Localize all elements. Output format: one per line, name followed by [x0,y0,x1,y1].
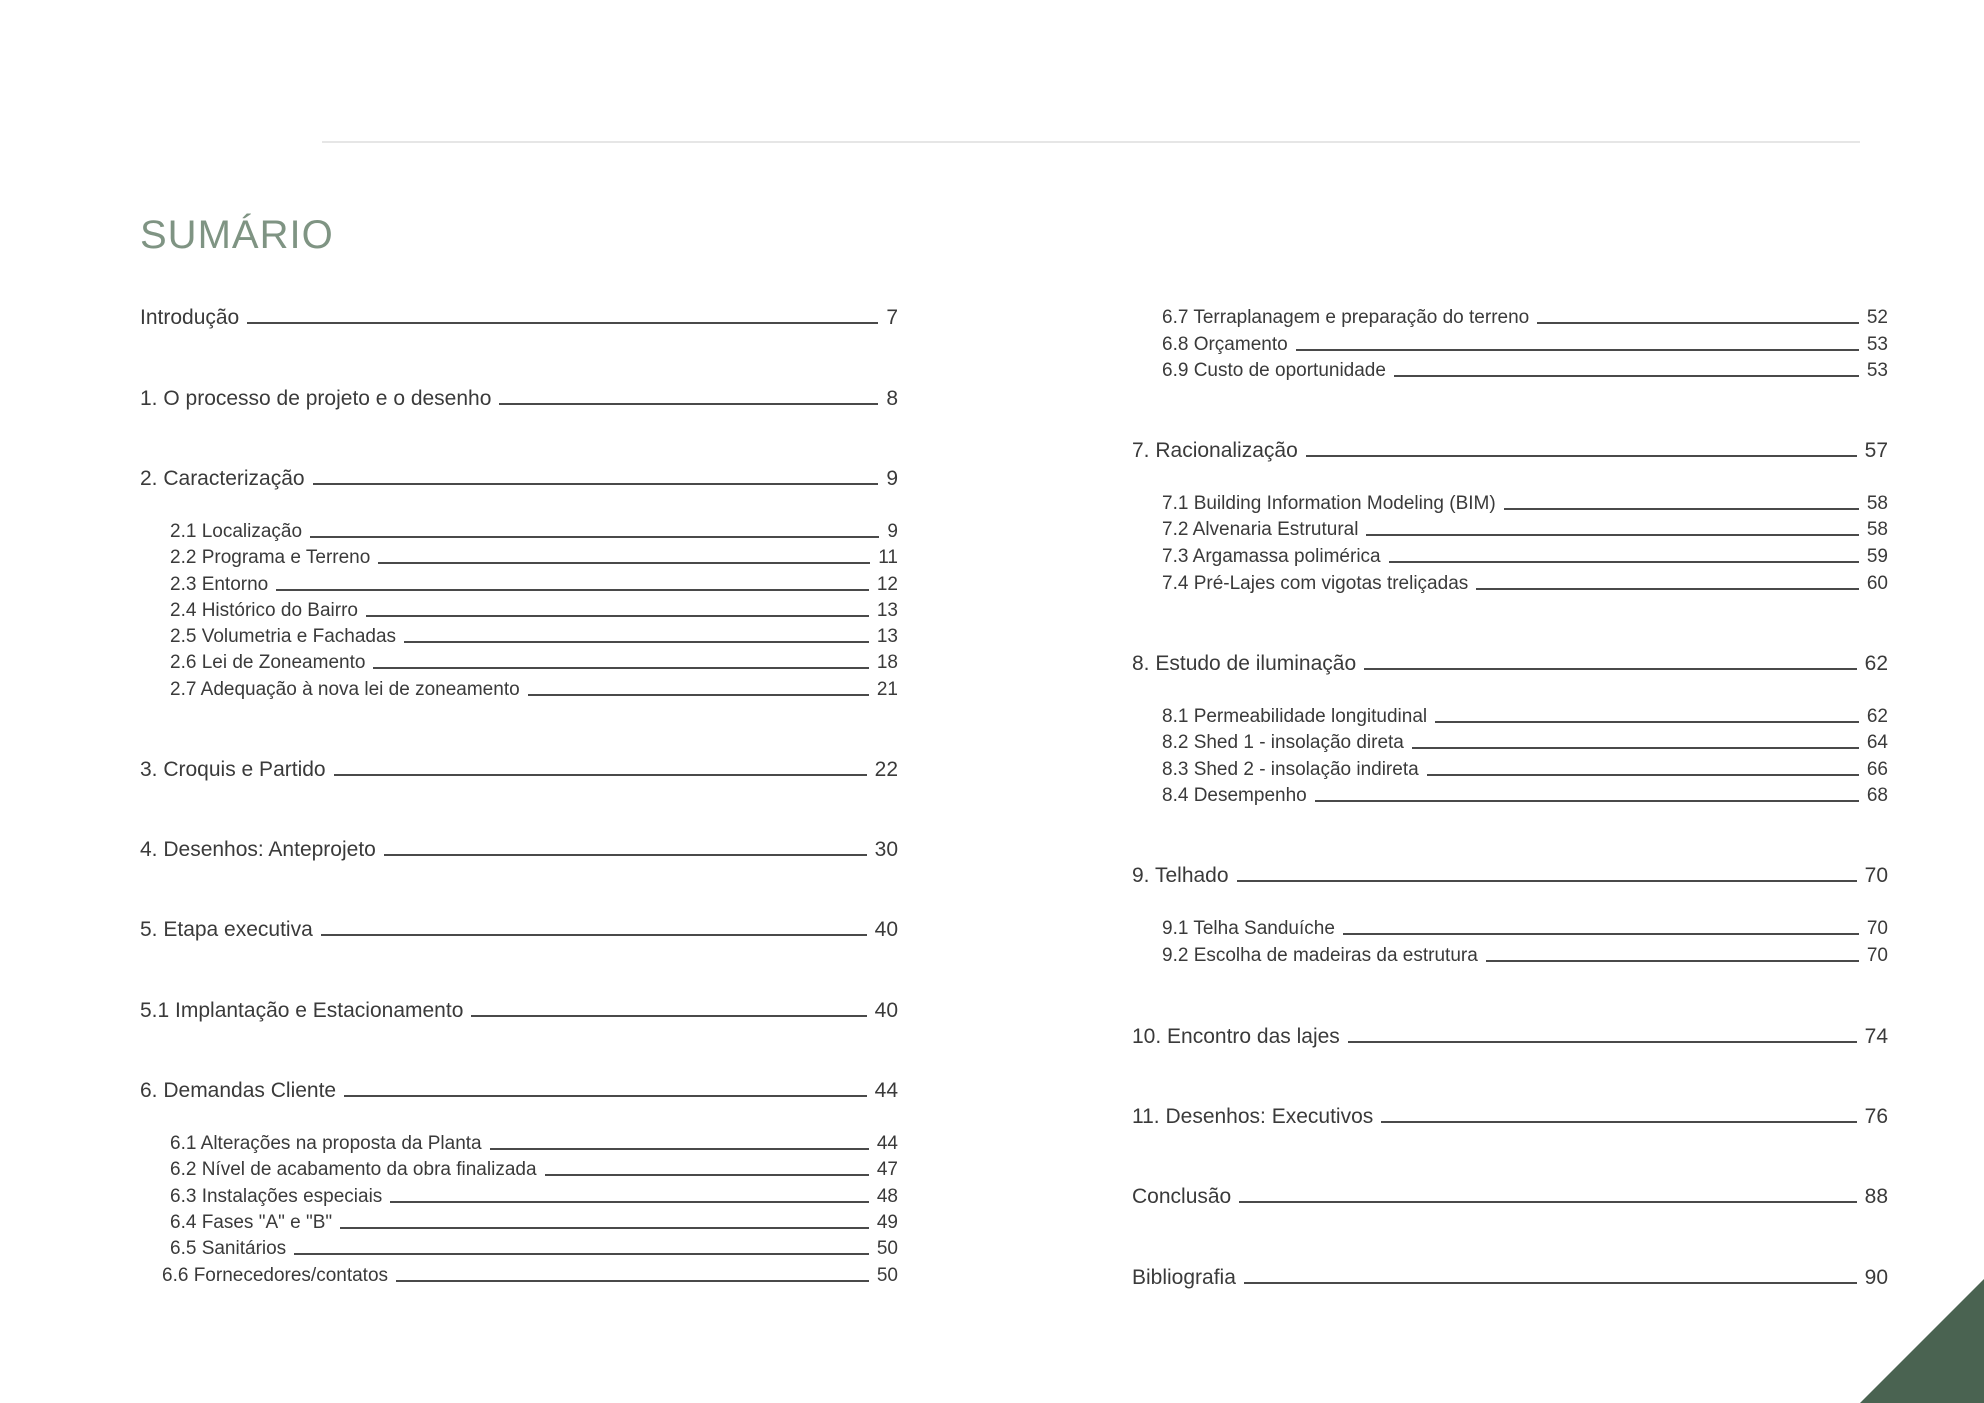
toc-entry-page-number: 59 [1866,546,1888,567]
toc-leader-line [310,536,879,538]
toc-entry-label: 6.5 Sanitários [170,1238,287,1259]
toc-entry-page-number: 49 [876,1212,898,1233]
toc-entry[interactable] [1132,518,1888,542]
toc-leader-line [313,483,879,485]
toc-entry[interactable] [140,306,898,330]
toc-entry[interactable] [140,520,898,544]
toc-leader-line [1348,1041,1857,1043]
toc-leader-line [1366,534,1858,536]
toc-entry-page-number: 76 [1864,1105,1888,1128]
toc-leader-line [490,1148,869,1150]
toc-entry-label: 8.4 Desempenho [1162,785,1307,806]
toc-entry-page-number: 52 [1866,307,1888,328]
toc-entry-page-number: 58 [1866,519,1888,540]
toc-entry[interactable] [140,1158,898,1182]
toc-entry-page-number: 53 [1866,334,1888,355]
toc-entry[interactable] [140,651,898,675]
toc-leader-line [390,1201,869,1203]
toc-entry-page-number: 62 [1866,706,1888,727]
toc-entry-page-number: 21 [876,679,898,700]
toc-entry-label: 2.3 Entorno [170,574,269,595]
toc-leader-line [1427,774,1859,776]
toc-leader-line [378,562,870,564]
corner-triangle-decoration [1860,1279,1984,1403]
toc-entry[interactable] [1132,1025,1888,1049]
toc-entry-page-number: 47 [876,1159,898,1180]
toc-entry[interactable] [140,1264,898,1288]
toc-leader-line [1486,960,1859,962]
toc-entry[interactable] [140,625,898,649]
toc-entry-label: 9.1 Telha Sanduíche [1162,918,1335,939]
toc-entry-label: 4. Desenhos: Anteprojeto [140,838,376,861]
toc-entry-page-number: 48 [876,1186,898,1207]
toc-leader-line [499,403,878,405]
toc-entry-label: 2.2 Programa e Terreno [170,547,371,568]
toc-entry-label: Conclusão [1132,1185,1232,1208]
toc-entry-page-number: 13 [876,600,898,621]
toc-entry[interactable] [1132,784,1888,808]
toc-entry[interactable] [140,1237,898,1261]
toc-entry-label: 2. Caracterização [140,467,305,490]
toc-entry-label: 6.4 Fases "A" e "B" [170,1212,333,1233]
toc-leader-line [1504,508,1859,510]
toc-entry-label: 6.3 Instalações especiais [170,1186,383,1207]
toc-leader-line [404,641,869,643]
toc-entry-label: 6.9 Custo de oportunidade [1162,360,1386,381]
toc-entry-page-number: 50 [876,1265,898,1286]
toc-entry-page-number: 70 [1866,918,1888,939]
toc-leader-line [1435,721,1859,723]
toc-entry-page-number: 44 [876,1133,898,1154]
toc-entry[interactable] [1132,572,1888,596]
toc-entry-page-number: 13 [876,626,898,647]
toc-entry-label: 7.4 Pré-Lajes com vigotas treliçadas [1162,573,1469,594]
toc-entry-page-number: 7 [886,306,898,329]
toc-entry-page-number: 44 [874,1079,898,1102]
toc-entry[interactable] [1132,917,1888,941]
toc-entry-page-number: 66 [1866,759,1888,780]
toc-entry-page-number: 58 [1866,493,1888,514]
toc-entry-page-number: 88 [1864,1185,1888,1208]
toc-leader-line [1394,375,1859,377]
toc-entry[interactable] [1132,731,1888,755]
toc-entry[interactable] [140,1185,898,1209]
toc-entry[interactable] [1132,545,1888,569]
toc-entry[interactable] [1132,705,1888,729]
toc-leader-line [1412,747,1859,749]
toc-entry[interactable] [140,573,898,597]
toc-entry-label: 6.1 Alterações na proposta da Planta [170,1133,482,1154]
toc-entry-label: 7.2 Alvenaria Estrutural [1162,519,1359,540]
toc-column-right [1132,0,1888,1403]
toc-entry-label: 6. Demandas Cliente [140,1079,337,1102]
toc-leader-line [1364,668,1857,670]
toc-entry-label: 6.7 Terraplanagem e preparação do terreno [1162,307,1530,328]
toc-column-left [140,0,898,1403]
toc-leader-line [545,1174,869,1176]
toc-entry-page-number: 74 [1864,1025,1888,1048]
toc-entry-page-number: 9 [886,467,898,490]
toc-entry-page-number: 57 [1864,439,1888,462]
toc-leader-line [321,934,867,936]
toc-leader-line [528,694,869,696]
toc-entry-label: 1. O processo de projeto e o desenho [140,387,492,410]
toc-entry[interactable] [140,599,898,623]
toc-entry[interactable] [140,387,898,411]
toc-entry[interactable] [1132,1266,1888,1290]
toc-entry[interactable] [1132,864,1888,888]
toc-leader-line [1296,349,1859,351]
toc-leader-line [396,1280,869,1282]
toc-entry[interactable] [1132,1185,1888,1209]
toc-entry[interactable] [140,758,898,782]
toc-entry-page-number: 64 [1866,732,1888,753]
toc-leader-line [276,589,869,591]
toc-entry-page-number: 11 [878,547,898,568]
toc-entry[interactable] [1132,758,1888,782]
toc-entry-page-number: 40 [874,999,898,1022]
toc-leader-line [373,667,868,669]
toc-entry-page-number: 70 [1864,864,1888,887]
toc-entry-label: 2.4 Histórico do Bairro [170,600,358,621]
toc-entry-page-number: 40 [874,918,898,941]
toc-entry-label: 3. Croquis e Partido [140,758,326,781]
toc-entry-page-number: 70 [1866,945,1888,966]
toc-entry[interactable] [1132,359,1888,383]
toc-entry[interactable] [1132,306,1888,330]
toc-entry-label: Bibliografia [1132,1266,1236,1289]
toc-entry-page-number: 9 [887,521,898,542]
toc-entry-label: 2.1 Localização [170,521,303,542]
toc-entry[interactable] [140,918,898,942]
toc-entry-label: 7. Racionalização [1132,439,1298,462]
toc-entry-page-number: 18 [876,652,898,673]
toc-entry-label: 5. Etapa executiva [140,918,313,941]
toc-entry-label: 11. Desenhos: Executivos [1132,1105,1374,1128]
toc-entry-page-number: 12 [876,574,898,595]
page-title: SUMÁRIO [140,212,334,257]
toc-leader-line [340,1227,869,1229]
toc-entry-page-number: 50 [876,1238,898,1259]
toc-leader-line [1244,1282,1857,1284]
toc-entry[interactable] [1132,333,1888,357]
toc-entry[interactable] [140,999,898,1023]
toc-entry-label: 6.2 Nível de acabamento da obra finalizada [170,1159,537,1180]
toc-entry-label: 9. Telhado [1132,864,1229,887]
toc-leader-line [1237,880,1857,882]
toc-entry[interactable] [140,1079,898,1103]
toc-entry-label: 2.6 Lei de Zoneamento [170,652,366,673]
toc-leader-line [1381,1121,1856,1123]
toc-leader-line [1343,933,1859,935]
toc-leader-line [471,1015,866,1017]
toc-entry[interactable] [1132,652,1888,676]
toc-entry-label: 8.3 Shed 2 - insolação indireta [1162,759,1419,780]
toc-entry[interactable] [1132,1105,1888,1129]
toc-entry-label: 10. Encontro das lajes [1132,1025,1340,1048]
toc-entry-label: 8. Estudo de iluminação [1132,652,1357,675]
toc-entry-page-number: 53 [1866,360,1888,381]
toc-entry[interactable] [1132,439,1888,463]
toc-entry[interactable] [140,467,898,491]
toc-entry-label: 6.8 Orçamento [1162,334,1288,355]
toc-entry[interactable] [140,546,898,570]
toc-leader-line [1476,588,1859,590]
toc-leader-line [1239,1201,1856,1203]
toc-entry-page-number: 30 [874,838,898,861]
toc-leader-line [334,774,867,776]
toc-leader-line [344,1095,867,1097]
toc-entry-label: 7.3 Argamassa polimérica [1162,546,1381,567]
toc-entry-label: 5.1 Implantação e Estacionamento [140,999,464,1022]
toc-entry-label: 9.2 Escolha de madeiras da estrutura [1162,945,1478,966]
toc-entry[interactable] [140,838,898,862]
toc-leader-line [366,615,869,617]
toc-entry-label: 7.1 Building Information Modeling (BIM) [1162,493,1496,514]
toc-entry-page-number: 8 [886,387,898,410]
toc-entry-label: 8.1 Permeabilidade longitudinal [1162,706,1428,727]
toc-leader-line [1537,322,1859,324]
toc-leader-line [294,1253,869,1255]
toc-entry[interactable] [1132,492,1888,516]
toc-entry[interactable] [140,1132,898,1156]
toc-entry[interactable] [140,678,898,702]
toc-entry-page-number: 22 [874,758,898,781]
toc-entry-page-number: 60 [1866,573,1888,594]
toc-entry[interactable] [140,1211,898,1235]
toc-leader-line [1389,561,1859,563]
toc-entry-label: 8.2 Shed 1 - insolação direta [1162,732,1404,753]
toc-entry-label: 2.5 Volumetria e Fachadas [170,626,397,647]
toc-entry[interactable] [1132,944,1888,968]
toc-entry-page-number: 90 [1864,1266,1888,1289]
toc-leader-line [1315,800,1859,802]
toc-leader-line [1306,455,1857,457]
toc-entry-page-number: 62 [1864,652,1888,675]
toc-entry-label: 6.6 Fornecedores/contatos [162,1265,389,1286]
toc-entry-page-number: 68 [1866,785,1888,806]
toc-leader-line [247,322,878,324]
toc-entry-label: 2.7 Adequação à nova lei de zoneamento [170,679,520,700]
toc-leader-line [384,854,867,856]
toc-entry-label: Introdução [140,306,240,329]
